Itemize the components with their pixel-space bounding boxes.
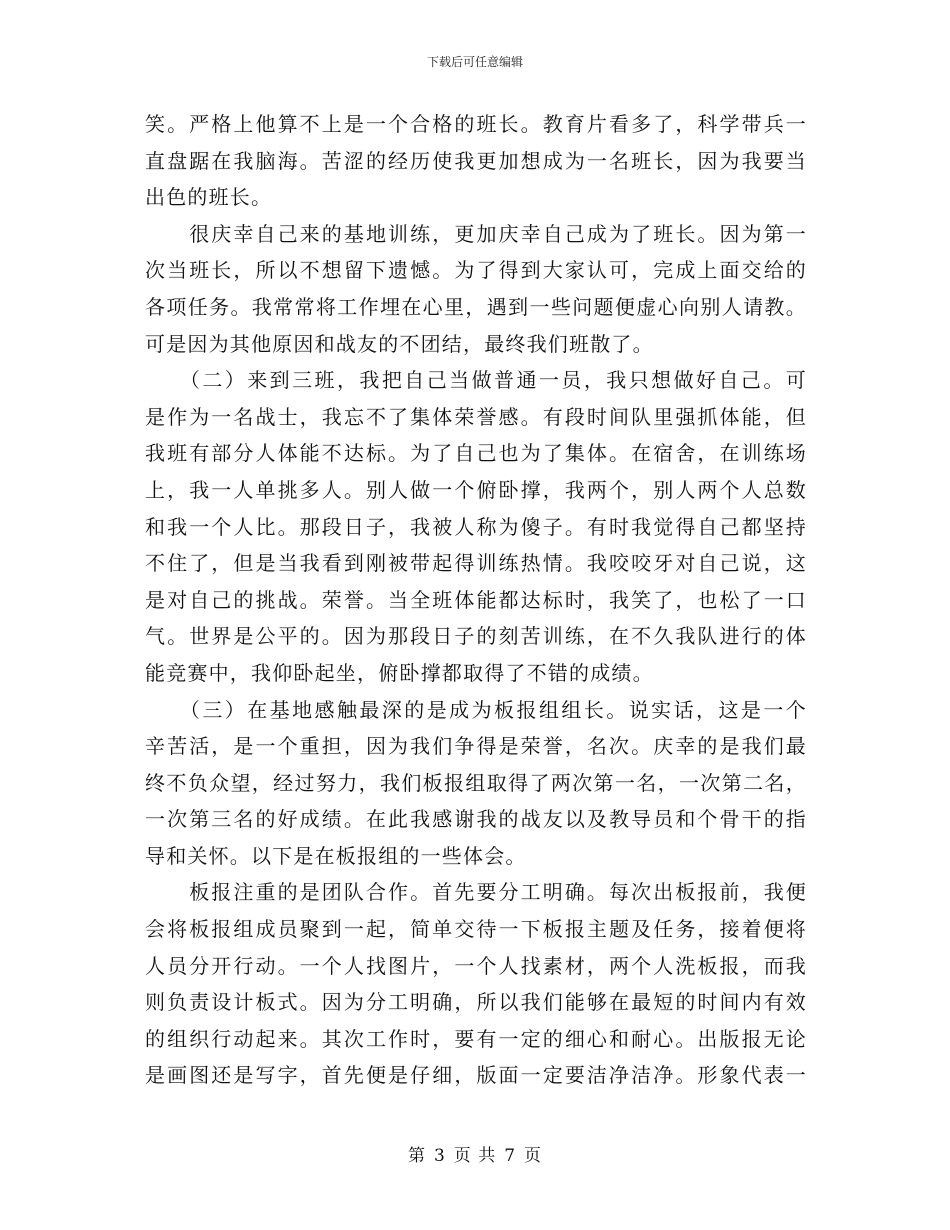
- text-line: 直盘踞在我脑海。苦涩的经历使我更加想成为一名班长，因为我要当: [145, 148, 807, 173]
- page-footer: [0, 1146, 950, 1166]
- text-line: 人员分开行动。一个人找图片，一个人找素材，两个人洗板报，而我: [145, 953, 807, 978]
- text-line: 则负责设计板式。因为分工明确，所以我们能够在最短的时间内有效: [145, 990, 807, 1015]
- text-line: 的组织行动起来。其次工作时，要有一定的细心和耐心。出版报无论: [145, 1026, 807, 1051]
- text-line: 是作为一名战士，我忘不了集体荣誉感。有段时间队里强抓体能，但: [145, 404, 807, 429]
- page-header: 下载后可任意编辑: [426, 55, 523, 69]
- text-line: 会将板报组成员聚到一起，简单交待一下板报主题及任务，接着便将: [145, 917, 807, 942]
- text-line: 是对自己的挑战。荣誉。当全班体能都达标时，我笑了，也松了一口: [145, 587, 807, 612]
- text-line: 各项任务。我常常将工作埋在心里，遇到一些问题便虚心向别人请教。: [145, 294, 807, 319]
- text-line: 我班有部分人体能不达标。为了自己也为了集体。在宿舍，在训练场: [145, 441, 807, 466]
- text-line: 气。世界是公平的。因为那段日子的刻苦训练，在不久我队进行的体: [145, 624, 807, 649]
- text-line: 是画图还是写字，首先便是仔细，版面一定要洁净洁净。形象代表一: [145, 1063, 807, 1088]
- text-line: 板报注重的是团队合作。首先要分工明确。每次出板报前，我便: [145, 880, 807, 905]
- footer-suffix: 页: [524, 1146, 543, 1166]
- text-line: 不住了，但是当我看到刚被带起得训练热情。我咬咬牙对自己说，这: [145, 551, 807, 576]
- body-text: [145, 106, 807, 1094]
- text-line: 一次第三名的好成绩。在此我感谢我的战友以及教导员和个骨干的指: [145, 807, 807, 832]
- text-line: 笑。严格上他算不上是一个合格的班长。教育片看多了，科学带兵一: [145, 112, 807, 136]
- text-line: （三）在基地感触最深的是成为板报组组长。说实话，这是一个: [145, 697, 807, 722]
- text-line: 终不负众望，经过努力，我们板报组取得了两次第一名，一次第二名，: [145, 770, 807, 795]
- text-line: 可是因为其他原因和战友的不团结，最终我们班散了。: [145, 331, 654, 356]
- footer-total-pages: 7: [504, 1146, 517, 1166]
- text-line: 上，我一人单挑多人。别人做一个俯卧撑，我两个，别人两个人总数: [145, 477, 807, 502]
- text-line: 辛苦活，是一个重担，因为我们争得是荣誉，名次。庆幸的是我们最: [145, 734, 807, 759]
- text-line: 和我一个人比。那段日子，我被人称为傻子。有时我觉得自己都坚持: [145, 514, 807, 539]
- footer-page-number: 3: [433, 1146, 446, 1166]
- footer-middle: 页 共: [453, 1146, 497, 1166]
- text-line: 次当班长，所以不想留下遗憾。为了得到大家认可，完成上面交给的: [145, 258, 807, 283]
- text-line: 很庆幸自己来的基地训练，更加庆幸自己成为了班长。因为第一: [145, 221, 807, 246]
- text-line: （二）来到三班，我把自己当做普通一员，我只想做好自己。可: [145, 368, 807, 393]
- text-line: 导和关怀。以下是在板报组的一些体会。: [145, 843, 527, 868]
- text-line: 出色的班长。: [145, 185, 273, 210]
- footer-prefix: 第: [407, 1146, 426, 1166]
- text-line: 能竞赛中，我仰卧起坐，俯卧撑都取得了不错的成绩。: [145, 660, 654, 685]
